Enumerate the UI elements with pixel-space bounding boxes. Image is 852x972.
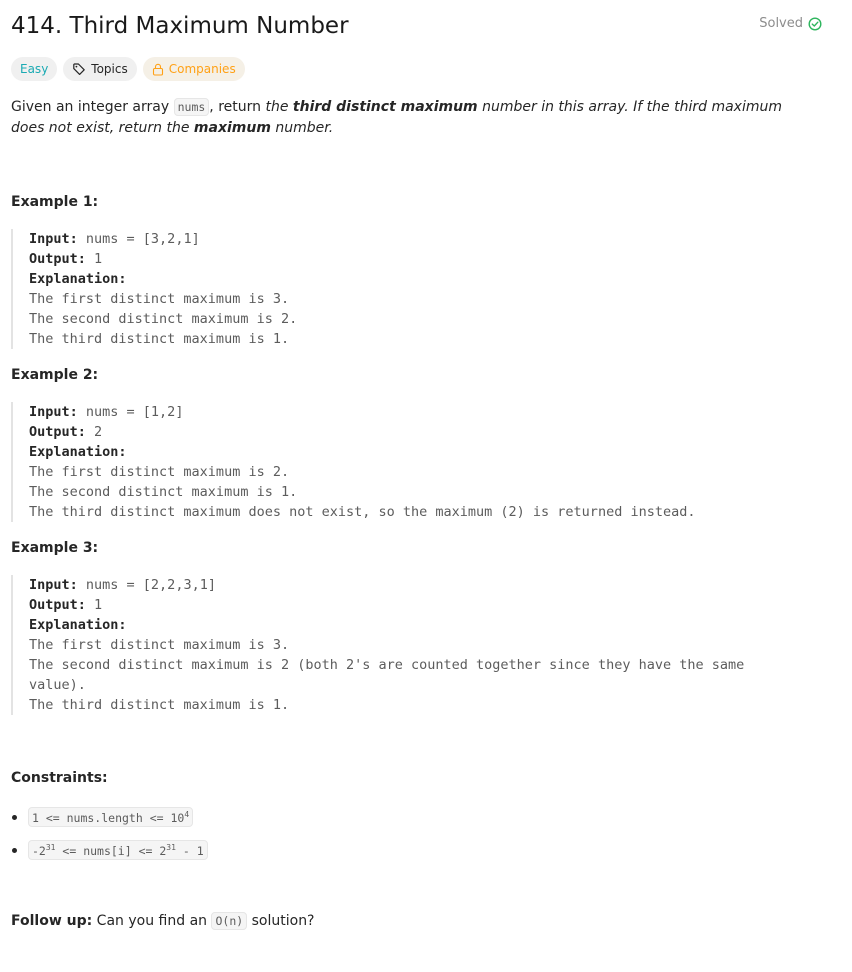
- constraint-code: $-2^{31}$ <= nums[i] <= $2^{31} - 1$: [28, 840, 208, 861]
- nums-code: nums: [174, 98, 210, 116]
- difficulty-badge: [11, 57, 57, 81]
- tag-icon: [72, 62, 86, 76]
- explanation-line: The third distinct maximum does not exist, so the maximum (2) is returned instead.: [29, 504, 696, 520]
- explanation-line: The second distinct maximum is 2.: [29, 311, 298, 327]
- follow-up-label: Follow up:: [11, 913, 93, 929]
- input-label: Input:: [29, 404, 78, 420]
- explanation-line: The first distinct maximum is 3.: [29, 291, 290, 307]
- output-label: Output:: [29, 597, 86, 613]
- statement-text: Given an integer array: [11, 99, 174, 115]
- problem-statement: [11, 97, 811, 139]
- output-value: 1: [85, 251, 103, 267]
- example-1-heading: Example 1:: [11, 194, 99, 210]
- explanation-label: Explanation:: [29, 444, 127, 460]
- constraint-item: [11, 839, 208, 861]
- bullet-icon: [12, 815, 17, 820]
- constraint-item: [11, 806, 208, 828]
- output-value: 2: [85, 424, 103, 440]
- topics-button[interactable]: [63, 57, 136, 81]
- explanation-line: The first distinct maximum is 3.: [29, 637, 290, 653]
- explanation-line: The second distinct maximum is 1.: [29, 484, 298, 500]
- statement-bold: maximum: [193, 120, 271, 136]
- input-value: nums = [1,2]: [77, 404, 184, 420]
- check-circle-icon: [808, 17, 822, 31]
- example-3-heading: Example 3:: [11, 540, 99, 556]
- example-3-block: [11, 575, 791, 715]
- statement-text: , return: [209, 99, 266, 115]
- statement-italic: the: [265, 99, 293, 115]
- topics-label: Topics: [91, 62, 128, 76]
- statement-italic: number.: [270, 120, 334, 136]
- explanation-line: The second distinct maximum is 2 (both 2's are counted together since they have the same value).: [29, 657, 753, 693]
- difficulty-label: Easy: [20, 62, 49, 76]
- lock-icon: [152, 63, 164, 76]
- constraints-list: [11, 806, 208, 872]
- companies-label: Companies: [168, 62, 236, 76]
- input-value: nums = [3,2,1]: [77, 231, 200, 247]
- tag-row: [11, 57, 245, 81]
- bullet-icon: [12, 848, 17, 853]
- output-label: Output:: [29, 424, 86, 440]
- problem-title[interactable]: 414. Third Maximum Number: [11, 13, 349, 39]
- complexity-code: O(n): [211, 912, 247, 930]
- output-label: Output:: [29, 251, 86, 267]
- example-2-block: [11, 402, 811, 522]
- explanation-line: The third distinct maximum is 1.: [29, 697, 290, 713]
- example-2-heading: Example 2:: [11, 367, 99, 383]
- follow-up-text: solution?: [247, 913, 315, 929]
- statement-bold: third distinct maximum: [292, 99, 478, 115]
- explanation-label: Explanation:: [29, 271, 127, 287]
- constraints-heading: Constraints:: [11, 770, 108, 786]
- statement-italic: number in this array. If the third maximum does not exist, return the: [11, 99, 782, 136]
- explanation-line: The third distinct maximum is 1.: [29, 331, 290, 347]
- input-value: nums = [2,2,3,1]: [77, 577, 216, 593]
- companies-button[interactable]: [143, 57, 245, 81]
- explanation-line: The first distinct maximum is 2.: [29, 464, 290, 480]
- follow-up: [11, 913, 315, 929]
- input-label: Input:: [29, 231, 78, 247]
- constraint-code: 1 <= nums.length <= $10^4$: [28, 807, 193, 828]
- output-value: 1: [85, 597, 103, 613]
- example-1-block: [11, 229, 811, 349]
- solved-label: Solved: [759, 16, 803, 31]
- input-label: Input:: [29, 577, 78, 593]
- solved-status: [759, 16, 822, 31]
- follow-up-text: Can you find an: [92, 913, 212, 929]
- explanation-label: Explanation:: [29, 617, 127, 633]
